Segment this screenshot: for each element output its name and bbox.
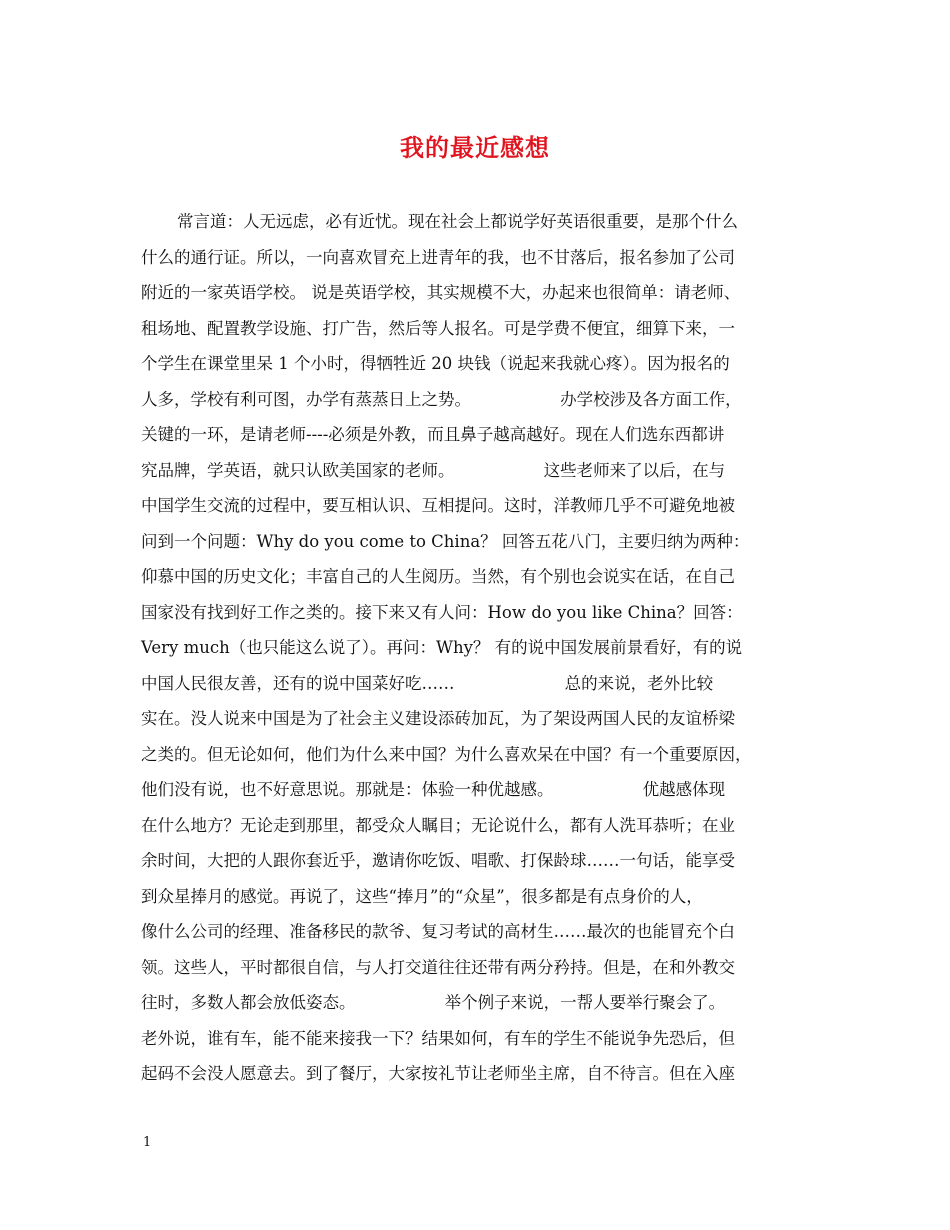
body-line: 个学生在课堂里呆 1 个小时，得牺牲近 20 块钱（说起来我就心疼）。因为报名的 [141, 354, 730, 373]
body-line: 实在。没人说来中国是为了社会主义建设添砖加瓦，为了架设两国人民的友谊桥梁 [141, 709, 735, 728]
body-line: 老外说，谁有车，能不能来接我一下？结果如何，有车的学生不能说争先恐后，但 [141, 1028, 735, 1048]
body-line: Very much（也只能这么说了）。再问：Why？ 有的说中国发展前景看好，有的说 [141, 638, 743, 657]
body-line: 附近的一家英语学校。 说是英语学校，其实规模不大，办起来也很简单：请老师、 [141, 283, 741, 302]
body-line: 人多，学校有利可图，办学有蒸蒸日上之势。 办学校涉及各方面工作， [141, 389, 742, 409]
body-line: 他们没有说，也不好意思说。那就是：体验一种优越感。 优越感体现 [141, 780, 726, 799]
body-line: 领。这些人，平时都很自信，与人打交道往往还带有两分矜持。但是，在和外教交 [141, 957, 735, 977]
page-number: 1 [143, 1135, 152, 1150]
body-line: 余时间，大把的人跟你套近乎，邀请你吃饭、唱歌、打保龄球……一句话，能享受 [141, 851, 735, 870]
body-line: 往时，多数人都会放低姿态。 举个例子来说，一帮人要举行聚会了。 [141, 993, 726, 1012]
document-title: 我的最近感想 [400, 133, 550, 162]
body-line: 在什么地方？无论走到那里，都受众人瞩目；无论说什么，都有人洗耳恭听；在业 [141, 815, 735, 835]
body-line: 起码不会没人愿意去。到了餐厅，大家按礼节让老师坐主席，自不待言。但在入座 [141, 1064, 735, 1083]
body-line: 租场地、配置教学设施、打广告，然后等人报名。可是学费不便宜，细算下来，一 [141, 318, 735, 338]
document-body [141, 204, 821, 1092]
body-line: 中国人民很友善，还有的说中国菜好吃…… 总的来说，老外比较 [141, 673, 714, 693]
body-line: 之类的。但无论如何，他们为什么来中国？为什么喜欢呆在中国？有一个重要原因， [141, 744, 752, 764]
body-line: 中国学生交流的过程中，要互相认识、互相提问。这时，洋教师几乎不可避免地被 [141, 496, 735, 515]
body-line: 什么的通行证。所以，一向喜欢冒充上进青年的我，也不甘落后，报名参加了公司 [141, 247, 735, 267]
body-line: 问到一个问题：Why do you come to China？ 回答五花八门，主要归纳为两种： [141, 531, 750, 551]
body-line: 关键的一环，是请老师----必须是外教，而且鼻子越高越好。现在人们选东西都讲 [141, 425, 725, 444]
body-line: 国家没有找到好工作之类的。接下来又有人问：How do you like China？回答： [141, 602, 743, 622]
body-line: 仰慕中国的历史文化；丰富自己的人生阅历。当然，有个别也会说实在话，在自己 [141, 567, 735, 586]
body-line: 像什么公司的经理、准备移民的款爷、复习考试的高材生……最次的也能冒充个白 [141, 922, 735, 941]
body-line: 究品牌，学英语，就只认欧美国家的老师。 这些老师来了以后，在与 [141, 460, 726, 480]
body-line: 到众星捧月的感觉。再说了，这些“捧月”的“众星”，很多都是有点身价的人， [141, 886, 703, 906]
body-line: 常言道：人无远虑，必有近忧。现在社会上都说学好英语很重要，是那个什么 [177, 212, 738, 231]
